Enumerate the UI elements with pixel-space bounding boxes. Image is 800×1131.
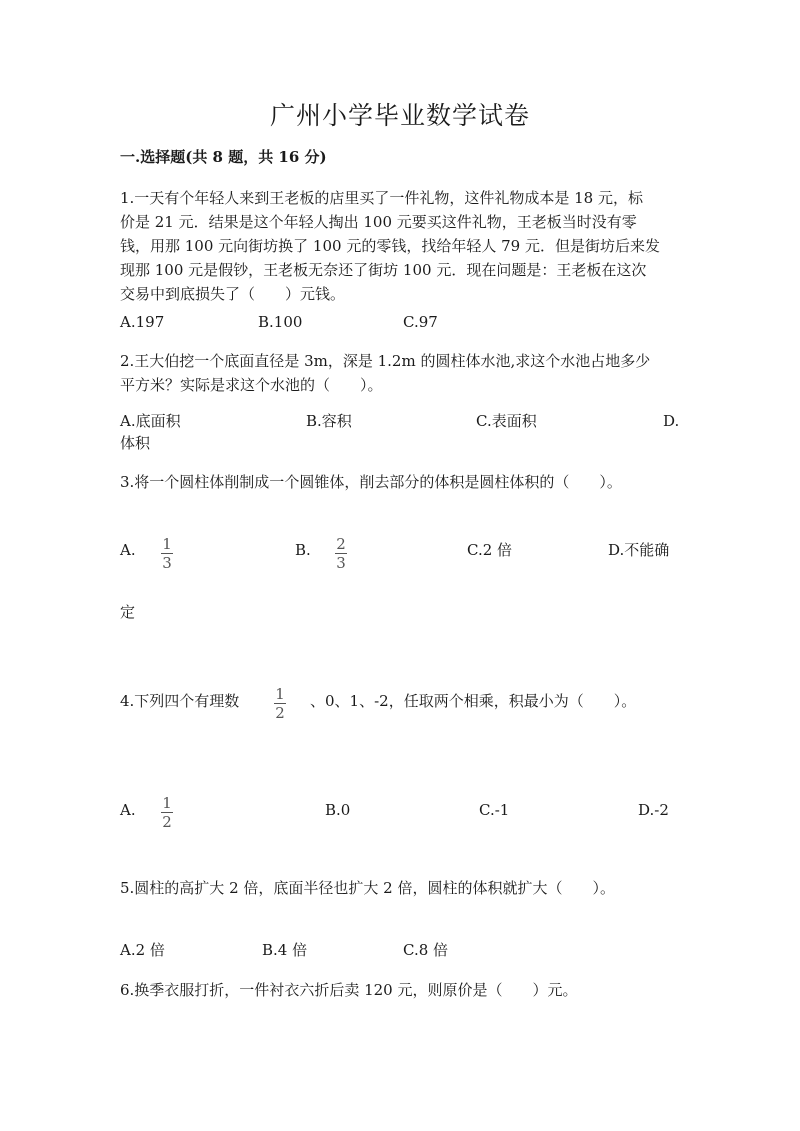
q3-option-b[interactable]: B.	[295, 541, 311, 559]
question-1	[120, 186, 680, 306]
q3-option-a-fraction	[159, 536, 175, 571]
question-1-line: 现那 100 元是假钞，王老板无奈还了街坊 100 元．现在问题是：王老板在这次	[120, 261, 647, 279]
question-1-line: 钱，用那 100 元向街坊换了 100 元的零钱，找给年轻人 79 元．但是街坊后来发	[120, 237, 660, 255]
fraction-numerator: 1	[162, 535, 172, 553]
question-4-suffix: 、0、1、-2，任取两个相乘，积最小为（ ）。	[310, 692, 637, 710]
question-1-line: 1.一天有个年轻人来到王老板的店里买了一件礼物，这件礼物成本是 18 元，标	[120, 189, 643, 207]
q4-option-b[interactable]: B.0	[325, 801, 351, 819]
q1-option-b[interactable]: B.100	[258, 313, 303, 331]
fraction-numerator: 1	[275, 685, 285, 703]
question-4-prefix: 4.下列四个有理数	[120, 692, 240, 710]
q5-option-a[interactable]: A.2 倍	[120, 941, 165, 959]
q3-option-d[interactable]: D.不能确	[608, 541, 670, 559]
q1-option-a[interactable]: A.197	[120, 313, 165, 331]
q3-option-d-wrap: 定	[120, 603, 136, 621]
q2-option-d[interactable]: D.	[663, 412, 680, 430]
fraction-denominator: 2	[275, 704, 285, 722]
question-4-fraction	[272, 686, 288, 721]
fraction-numerator: 1	[162, 794, 172, 812]
section-heading: 一.选择题(共 8 题，共 16 分)	[120, 148, 327, 166]
q3-option-a[interactable]: A.	[120, 541, 136, 559]
question-1-line: 价是 21 元．结果是这个年轻人掏出 100 元要买这件礼物，王老板当时没有零	[120, 213, 637, 231]
question-2-line: 平方米？实际是求这个水池的（ ）。	[120, 376, 383, 394]
q4-option-c[interactable]: C.-1	[479, 801, 510, 819]
q2-option-b[interactable]: B.容积	[306, 412, 352, 430]
q5-option-b[interactable]: B.4 倍	[262, 941, 308, 959]
question-2-line: 2.王大伯挖一个底面直径是 3m，深是 1.2m 的圆柱体水池,求这个水池占地多少	[120, 352, 651, 370]
q2-option-c[interactable]: C.表面积	[476, 412, 537, 430]
q2-option-d-wrap: 体积	[120, 434, 151, 452]
q4-option-d[interactable]: D.-2	[638, 801, 669, 819]
question-1-line: 交易中到底损失了（ ）元钱。	[120, 285, 346, 303]
q5-option-c[interactable]: C.8 倍	[403, 941, 449, 959]
question-2	[120, 349, 680, 397]
fraction-denominator: 2	[162, 813, 172, 831]
fraction-denominator: 3	[336, 554, 346, 572]
fraction-numerator: 2	[336, 535, 346, 553]
question-5: 5.圆柱的高扩大 2 倍，底面半径也扩大 2 倍，圆柱的体积就扩大（ ）。	[120, 879, 615, 897]
question-6: 6.换季衣服打折，一件衬衣六折后卖 120 元，则原价是（ ）元。	[120, 981, 578, 999]
q2-option-a[interactable]: A.底面积	[120, 412, 181, 430]
q3-option-b-fraction	[333, 536, 349, 571]
q4-option-a[interactable]: A.	[120, 801, 136, 819]
q4-option-a-fraction	[159, 795, 175, 830]
q3-option-c[interactable]: C.2 倍	[467, 541, 513, 559]
q1-option-c[interactable]: C.97	[403, 313, 438, 331]
question-3: 3.将一个圆柱体削制成一个圆锥体，削去部分的体积是圆柱体积的（ ）。	[120, 473, 622, 491]
fraction-denominator: 3	[162, 554, 172, 572]
exam-title: 广州小学毕业数学试卷	[269, 101, 530, 130]
